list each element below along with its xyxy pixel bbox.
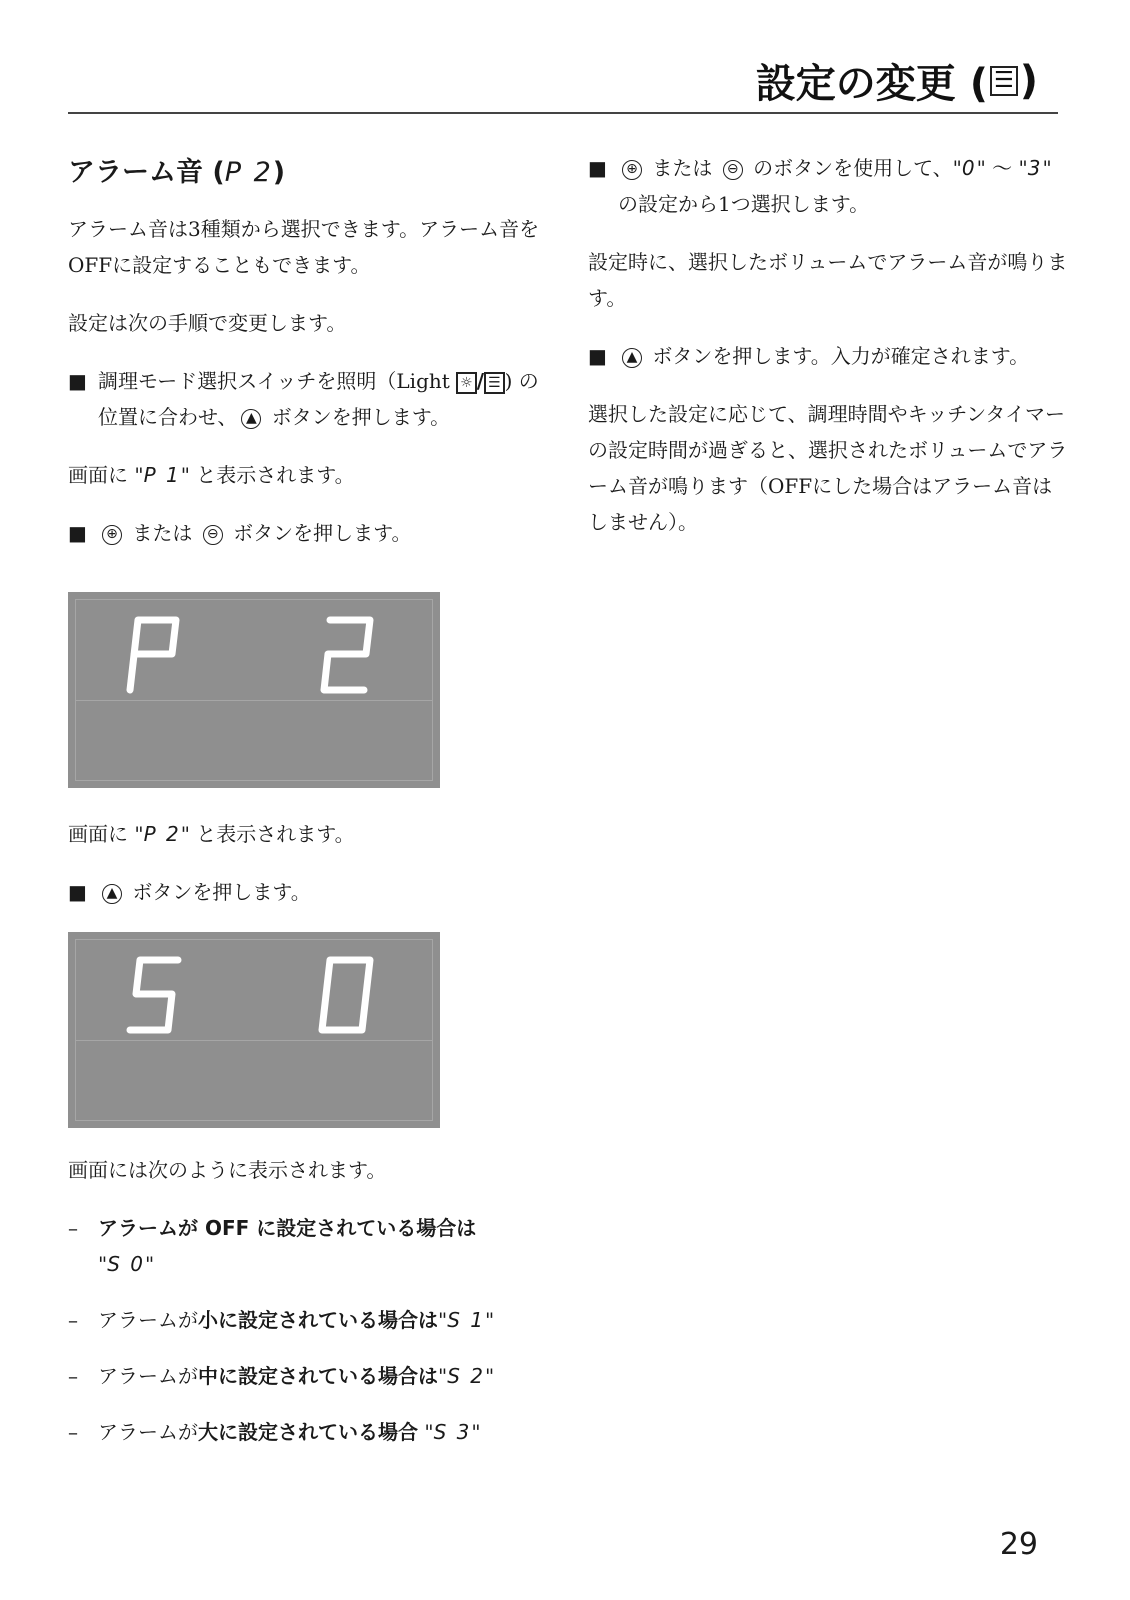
section-heading-text: アラーム音 ( (68, 157, 225, 188)
step-text: ボタンを押します。 (233, 521, 412, 545)
left-column (68, 150, 548, 573)
enter-button-icon: ▲ (241, 409, 261, 429)
step-select-volume (588, 150, 1068, 222)
section-heading-close: ) (272, 157, 286, 188)
list-text: アラームが (98, 1364, 198, 1388)
display-code: S 0 (107, 1252, 145, 1276)
page-title-close: ) (1019, 57, 1038, 104)
enter-button-icon: ▲ (102, 884, 122, 904)
display-segments (68, 932, 440, 1128)
list-item: – アラームが中に設定されている場合は"S 2" (68, 1358, 548, 1394)
list-text: アラームが OFF に設定されている場合は (98, 1216, 477, 1240)
step-text: のボタンを使用して、" (753, 156, 962, 180)
plus-button-icon: ⊕ (102, 525, 122, 545)
step-text: または (652, 156, 713, 180)
display-code: 0 (961, 156, 977, 180)
step-enter (68, 874, 548, 910)
bullet-square-icon: ■ (588, 156, 607, 180)
minus-button-icon: ⊖ (723, 160, 743, 180)
dash-marker: – (68, 1364, 78, 1388)
step-select-light: ■ 調理モード選択スイッチを照明（Light ☼ / ☰ ) の位置に合わせ、 ▲ ボタンを押します。 (68, 363, 548, 435)
display-code: P 1 (143, 463, 181, 487)
intro-paragraph: アラーム音は3種類から選択できます。アラーム音をOFFに設定することもできます。 (68, 217, 540, 277)
text: 画面に " (68, 463, 144, 487)
digit-p (130, 620, 176, 690)
page-number: 29 (999, 1527, 1038, 1562)
enter-button-icon: ▲ (622, 348, 642, 368)
step-text: ボタンを押します。 (132, 880, 311, 904)
list-text: アラームが (98, 1420, 198, 1444)
list-text: 大に設定されている場合 (198, 1420, 418, 1444)
list-item: – アラームが小に設定されている場合は"S 1" (68, 1302, 548, 1338)
volume-preview-paragraph: 設定時に、選択したボリュームでアラーム音が鳴ります。 (588, 250, 1068, 310)
display-code: S 2 (447, 1364, 485, 1388)
display-list-intro: 画面には次のように表示されます。 (68, 1158, 387, 1182)
step-text: " の設定から1つ選択します。 (618, 156, 1052, 216)
page-title (756, 52, 1038, 109)
left-column-bottom (68, 1152, 548, 1470)
bullet-square-icon: ■ (68, 880, 87, 904)
left-column-mid (68, 816, 548, 932)
text: " と表示されます。 (180, 822, 355, 846)
list-item: – アラームが大に設定されている場合 "S 3" (68, 1414, 548, 1450)
plus-button-icon: ⊕ (622, 160, 642, 180)
digit-s (130, 960, 178, 1030)
display-code: 3 (1027, 156, 1043, 180)
dash-marker: – (68, 1308, 78, 1332)
light-icon: ☼ (456, 372, 477, 394)
bullet-square-icon: ■ (68, 369, 87, 393)
step-text: ) の位置に合わせ、 (98, 369, 539, 429)
bullet-square-icon: ■ (68, 521, 87, 545)
list-text: アラームが (98, 1308, 198, 1332)
display-paragraph-p2 (68, 816, 548, 852)
display-code: S 3 (433, 1420, 472, 1444)
list-item: – アラームが OFF に設定されている場合は "S 0" (68, 1210, 548, 1282)
text: 画面に " (68, 822, 144, 846)
digit-2 (324, 620, 370, 690)
dash-marker: – (68, 1420, 78, 1444)
bullet-square-icon: ■ (588, 344, 607, 368)
list-text: 中に設定されている場合は (198, 1364, 438, 1388)
dash-marker: – (68, 1216, 78, 1240)
alarm-explanation-paragraph: 選択した設定に応じて、調理時間やキッチンタイマーの設定時間が過ぎると、選択されたボリュームでアラーム音が鳴ります（OFFにした場合はアラーム音はしません）。 (588, 402, 1068, 534)
header-divider (68, 112, 1058, 114)
text: " と表示されます。 (180, 463, 355, 487)
step-text: または (132, 521, 193, 545)
display-segments (68, 592, 440, 788)
step-text: 調理モード選択スイッチを照明（Light (98, 369, 457, 393)
settings-sliders-icon: ☰ (484, 372, 505, 394)
step-text: " ～ " (976, 156, 1028, 180)
step-text: ボタンを押します。 (265, 405, 451, 429)
display-code: P 2 (143, 822, 181, 846)
page-title-text: 設定の変更 ( (755, 61, 988, 107)
step-text: ボタンを押します。入力が確定されます。 (652, 344, 1030, 368)
step-plus-minus (68, 515, 548, 551)
display-panel-s0 (68, 932, 440, 1128)
section-heading-code: P 2 (224, 157, 273, 188)
display-code: S 1 (447, 1308, 485, 1332)
step-confirm (588, 338, 1068, 374)
display-paragraph-p1 (68, 457, 548, 493)
list-text: 小に設定されている場合は (198, 1308, 438, 1332)
settings-sliders-icon: ☰ (990, 66, 1018, 96)
minus-button-icon: ⊖ (203, 525, 223, 545)
section-heading (68, 150, 548, 189)
right-column (588, 150, 1068, 562)
display-panel-p2 (68, 592, 440, 788)
digit-0 (322, 960, 370, 1030)
procedure-paragraph: 設定は次の手順で変更します。 (68, 311, 347, 335)
